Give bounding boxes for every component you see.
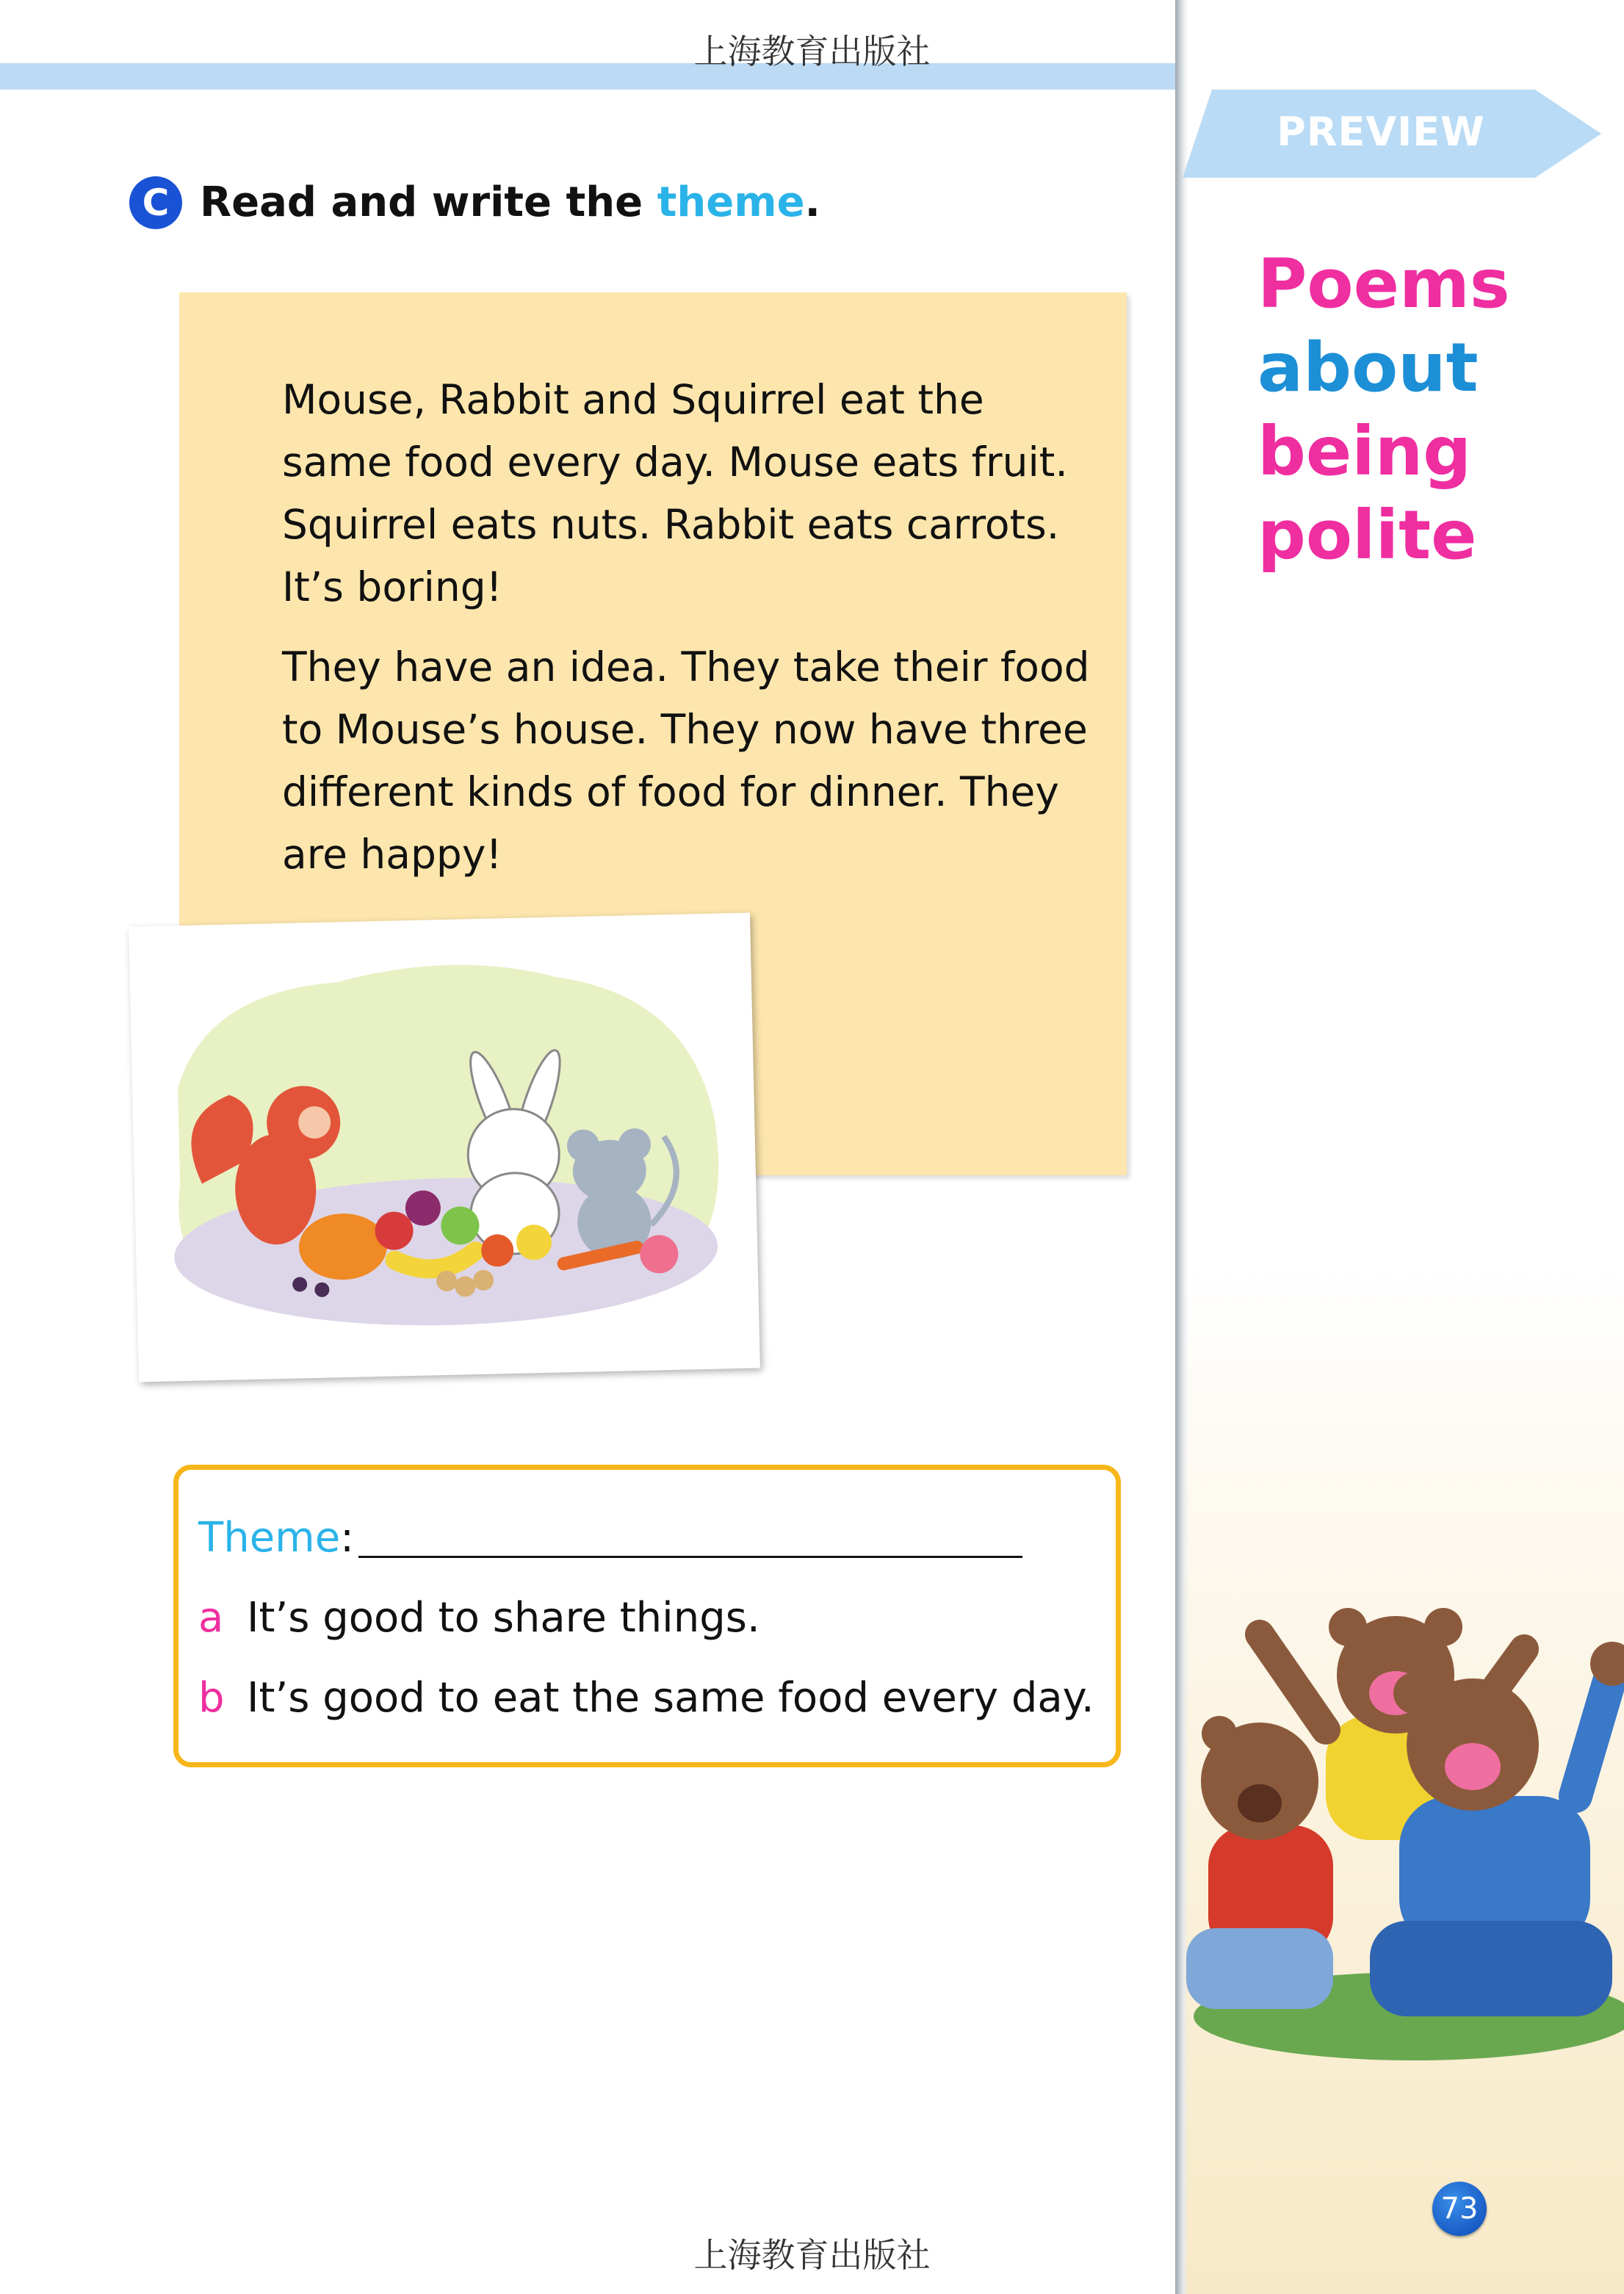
instruction-period: .	[804, 178, 820, 226]
theme-option-b	[198, 1672, 1094, 1725]
page-number-badge: 73	[1432, 2182, 1487, 2236]
animals-sharing-food-picture	[145, 929, 743, 1365]
option-text: It’s good to eat the same food every day.	[247, 1674, 1094, 1722]
publisher-footer: 上海教育出版社	[693, 2235, 931, 2275]
laughing-bears-illustration	[1179, 1605, 1624, 2060]
topic-title	[1257, 242, 1595, 577]
story-paragraph-2: They have an idea. They take their food to Mouse’s house. They now have three different kinds of food for dinner. They are happy!	[282, 643, 1090, 878]
topic-line-3: being	[1257, 412, 1472, 491]
option-text: It’s good to share things.	[247, 1594, 760, 1642]
theme-option-a	[198, 1592, 760, 1645]
topic-line-1: Poems	[1257, 245, 1510, 323]
topic-line-2: about	[1257, 328, 1479, 407]
topic-line-4: polite	[1257, 496, 1477, 574]
section-badge: C	[129, 176, 182, 229]
option-letter: a	[198, 1594, 224, 1642]
option-letter: b	[198, 1674, 225, 1722]
instruction-heading	[200, 176, 820, 229]
instruction-highlight: theme	[657, 178, 805, 226]
publisher-header: 上海教育出版社	[693, 32, 931, 71]
story-paragraph-1: Mouse, Rabbit and Squirrel eat the same food every day. Mouse eats fruit. Squirrel eats nuts. Rabbit eats carrots. It’s boring!	[282, 376, 1068, 610]
instruction-text: Read and write the	[200, 178, 657, 226]
animals-food-illustration	[129, 912, 760, 1382]
theme-label	[198, 1512, 354, 1565]
theme-label-text: Theme	[198, 1514, 341, 1562]
theme-answer-line[interactable]	[358, 1556, 1022, 1558]
theme-label-colon: :	[340, 1514, 355, 1562]
preview-tab-label: PREVIEW	[1277, 109, 1485, 155]
